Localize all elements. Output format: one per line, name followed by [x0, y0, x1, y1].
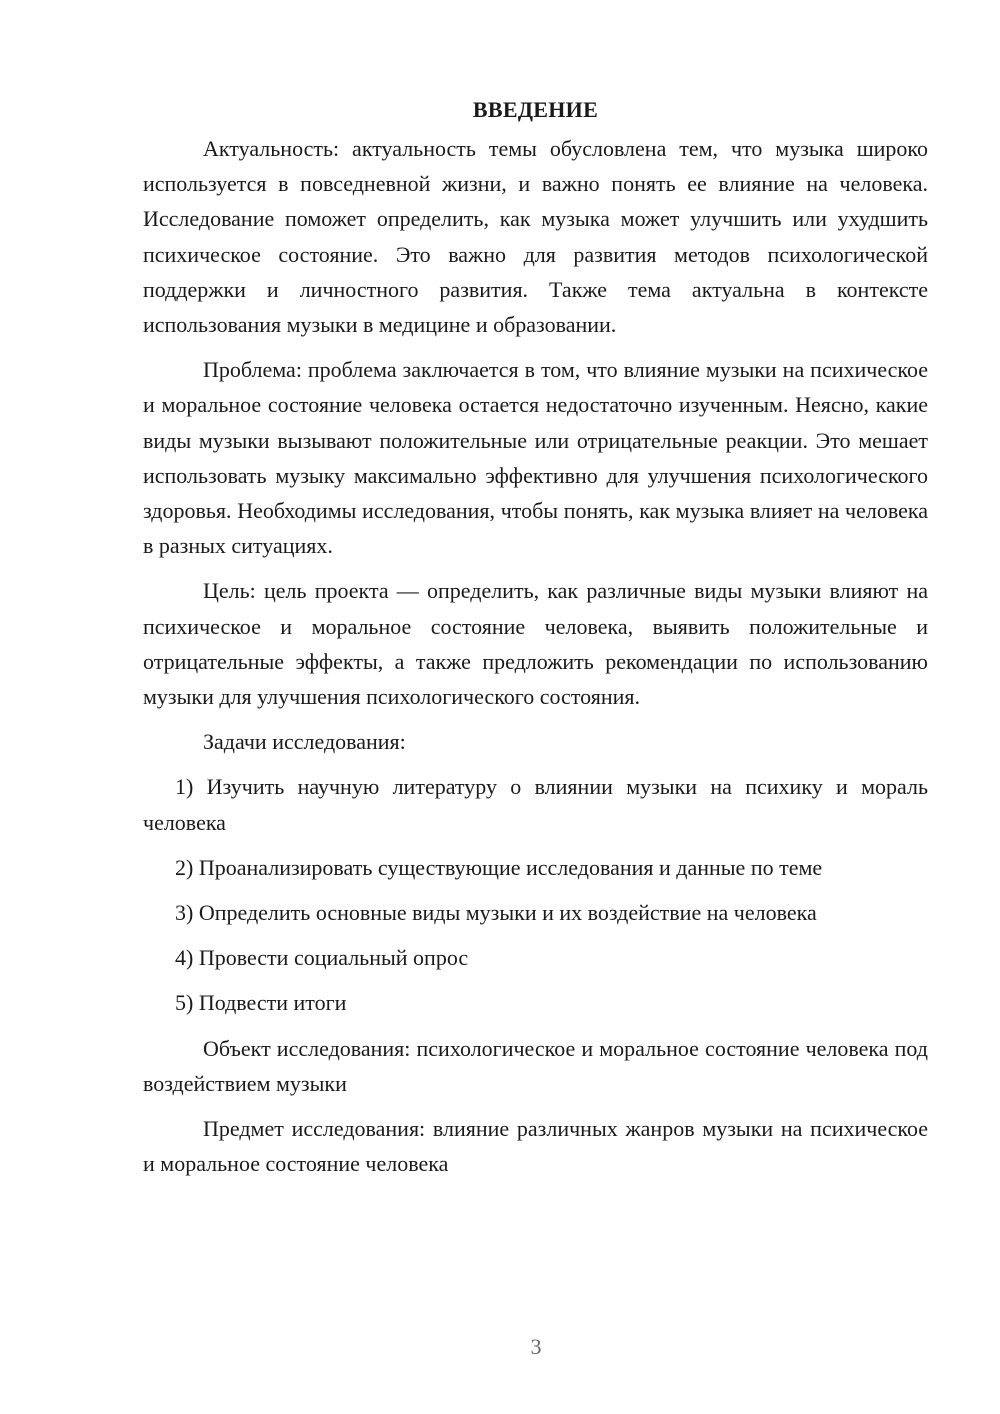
problem-paragraph: Проблема: проблема заключается в том, что влияние музыки на психическое и моральное состояние человека остается недостаточно изученным. Неясно, какие виды музыки вызывают положительные или отрицательные реакции. Это мешает использовать музыку максимально эффективно для улучшения психологического здоровья. Необходимы исследования, чтобы понять, как музыка влияет на человека в разных ситуациях.: [143, 357, 928, 559]
section-title: ВВЕДЕНИЕ: [472, 97, 599, 122]
task-item: 4) Провести социальный опрос: [175, 945, 469, 971]
task-item: 1) Изучить научную литературу о влиянии музыки на психику и мораль человека: [143, 774, 928, 835]
goal-paragraph: Цель: цель проекта — определить, как различные виды музыки влияют на психическое и моральное состояние человека, выявить положительные и отрицательные эффекты, а также предложить рекомендации по использованию музыки для улучшения психологического состояния.: [143, 578, 928, 710]
task-item: 5) Подвести итоги: [175, 990, 347, 1016]
subject-paragraph: Предмет исследования: влияние различных жанров музыки на психическое и моральное состояние человека: [143, 1116, 928, 1177]
object-paragraph: Объект исследования: психологическое и моральное состояние человека под воздействием музыки: [143, 1035, 928, 1096]
document-page: [143, 92, 928, 1181]
relevance-paragraph: Актуальность: актуальность темы обусловлена тем, что музыка широко используется в повседневной жизни, и важно понять ее влияние на человека. Исследование поможет определить, как музыка может улучшить или ухудшить психическое состояние. Это важно для развития методов психологической поддержки и личностного развития. Также тема актуальна в контексте использования музыки в медицине и образовании.: [143, 136, 928, 338]
tasks-heading: Задачи исследования:: [203, 729, 406, 755]
page-number: 3: [530, 1334, 542, 1359]
task-item: 3) Определить основные виды музыки и их воздействие на человека: [175, 900, 817, 926]
task-item: 2) Проанализировать существующие исследования и данные по теме: [175, 854, 823, 880]
